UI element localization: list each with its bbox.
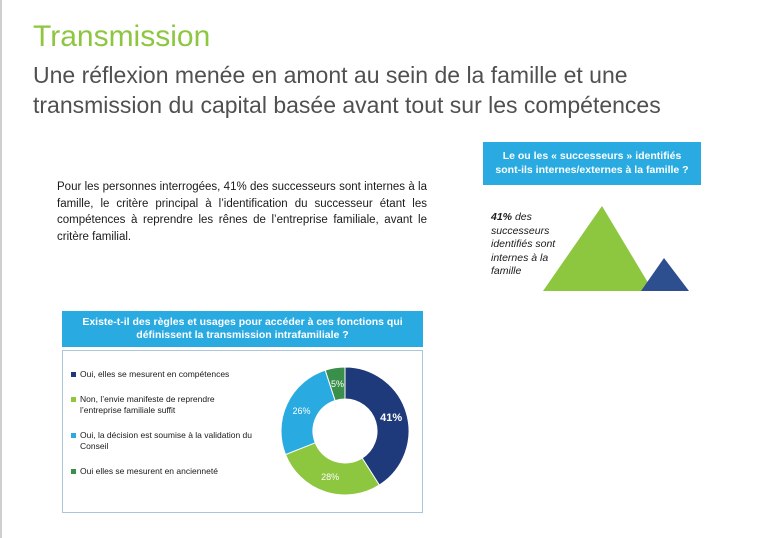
chart-legend — [71, 369, 256, 491]
donut-label: 28% — [321, 472, 340, 483]
page-title: Transmission — [33, 20, 211, 53]
left-border — [0, 0, 2, 538]
legend-label: Non, l’envie manifeste de reprendre l’entreprise familiale suffit — [80, 394, 215, 415]
question2-header — [62, 311, 423, 347]
large-triangle — [543, 206, 653, 291]
legend-label: Oui elles se mesurent en ancienneté — [80, 466, 218, 476]
donut-label: 41% — [380, 412, 403, 425]
triangle-description: des successeurs identifiés sont internes à la famille — [491, 211, 556, 277]
question1-header — [483, 142, 701, 185]
legend-swatch — [71, 469, 76, 474]
small-triangle — [641, 258, 689, 291]
legend-label: Oui, la décision est soumise à la validation du Conseil — [80, 430, 252, 451]
chart-panel — [62, 350, 423, 513]
legend-swatch — [71, 433, 76, 438]
legend-swatch — [71, 397, 76, 402]
donut-label: 5% — [330, 379, 344, 390]
triangle-percent: 41% — [491, 211, 513, 223]
legend-label: Oui, elles se mesurent en compétences — [80, 369, 230, 379]
donut-chart — [277, 363, 413, 499]
legend-item — [71, 466, 256, 477]
question1-title: Le ou les « successeurs » identifiés sont-ils internes/externes à la famille ? — [495, 150, 689, 176]
legend-item — [71, 369, 256, 380]
donut-slice — [285, 443, 379, 495]
page-subtitle: Une réflexion menée en amont au sein de la famille et une transmission du capital basée avant tout sur les compétences — [33, 62, 661, 118]
triangles-graphic — [540, 200, 700, 292]
donut-label: 26% — [292, 406, 311, 417]
summary-paragraph: Pour les personnes interrogées, 41% des successeurs sont internes à la famille, le critère principal à l’identification du successeur étant les compétences à reprendre les rênes de l’entreprise familiale, avant le critère familial. — [57, 181, 427, 243]
legend-item — [71, 430, 256, 452]
question2-title: Existe-t-il des règles et usages pour accéder à ces fonctions qui définissent la transmission intrafamiliale ? — [82, 315, 403, 341]
legend-item — [71, 394, 256, 416]
legend-swatch — [71, 372, 76, 377]
